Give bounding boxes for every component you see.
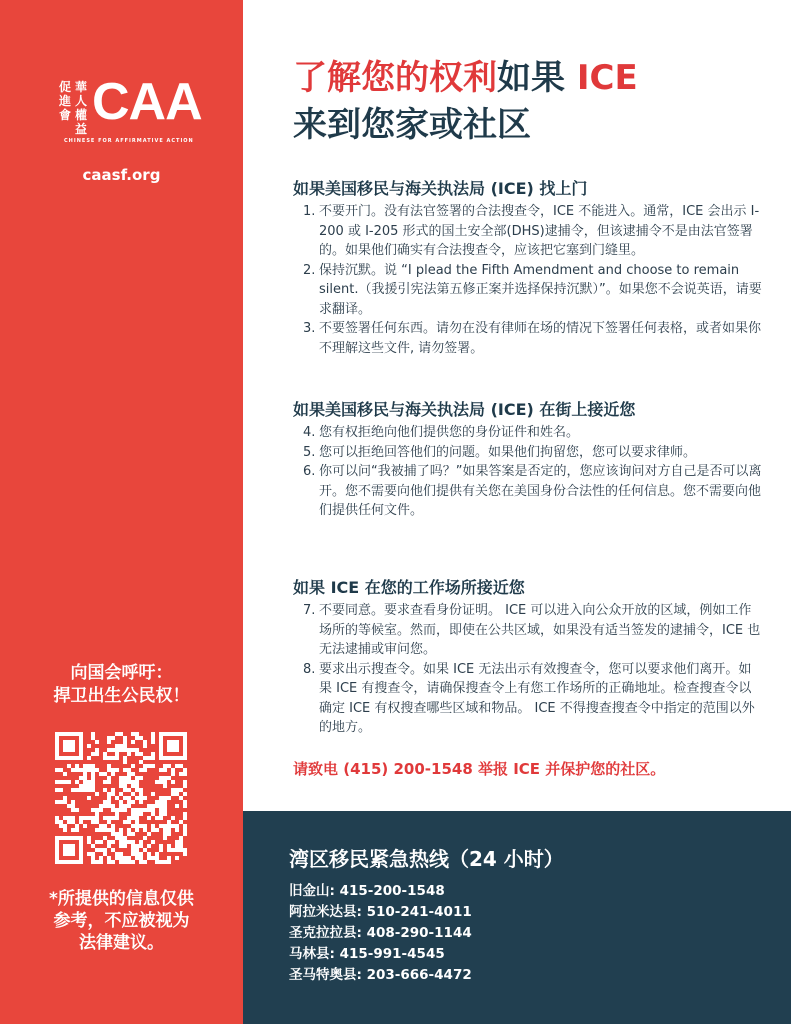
list-item: [293, 261, 763, 320]
item-number: 4.: [303, 425, 316, 440]
section-heading: 如果 ICE 在您的工作场所接近您: [293, 578, 525, 597]
item-text: 你可以问“我被捕了吗？”如果答案是否定的，您应该询问对方自己是否可以离开。您不需要向他们提供有关您在美国身份合法性的任何信息。您不需要向他们提供任何文件。: [319, 464, 762, 518]
call-line-2: 捍卫出生公民权！: [53, 686, 190, 706]
report-line: 请致电 (415) 200-1548 举报 ICE 并保护您的社区。: [293, 760, 666, 778]
list-item: [293, 660, 763, 738]
item-number: 3.: [303, 321, 316, 336]
list-item: [293, 202, 763, 261]
disclaimer-line-2: 参考，不应被视为: [53, 911, 190, 931]
title-line-1: [293, 55, 773, 102]
item-text: 不要开门。没有法官签署的合法搜查令，ICE 不能进入。通常，ICE 会出示 I-200 或 I-205 形式的国土安全部(DHS)逮捕令，但该逮捕令不是由法官签署的。如果他们确实有合法搜查令，应该把它塞到门缝里。: [319, 204, 760, 258]
section-heading: 如果美国移民与海关执法局 (ICE) 找上门: [293, 179, 588, 198]
section-at-work: [293, 577, 763, 738]
hotline-heading: 湾区移民紧急热线（24 小时）: [289, 847, 564, 871]
hotline-entry-san-mateo[interactable]: 圣马特奥县: 203-666-4472: [289, 967, 472, 983]
list-item: [293, 443, 763, 463]
page-title: [293, 55, 773, 149]
logo-wordmark: CAA: [92, 73, 202, 131]
list-item: [293, 462, 763, 521]
sidebar: [0, 0, 243, 1024]
hotline-entry-alameda[interactable]: 阿拉米达县: 510-241-4011: [289, 904, 472, 920]
call-to-action: [0, 662, 243, 708]
item-text: 要求出示搜查令。如果 ICE 无法出示有效搜查令，您可以要求他们离开。如果 ICE 有搜查令，请确保搜查令上有您工作场所的正确地址。检查搜查令以确定 ICE 有权搜查哪些区域和物品。 ICE 不得搜查搜查令中指定的范围以外的地方。: [319, 661, 755, 735]
disclaimer: [0, 888, 243, 954]
item-number: 1.: [303, 204, 316, 219]
qr-code-icon[interactable]: [55, 732, 187, 864]
item-number: 2.: [303, 262, 316, 278]
title-ice: ICE: [576, 58, 638, 98]
caa-logo[interactable]: [58, 73, 202, 148]
item-number: 7.: [303, 603, 316, 618]
title-line-2: 来到您家或社区: [293, 105, 531, 145]
item-text: 不要同意。要求查看身份证明。 ICE 可以进入向公众开放的区域，例如工作场所的等候室。然而，即使在公共区域，如果没有适当签发的逮捕令，ICE 也无法逮捕或审问您。: [319, 603, 761, 657]
section-on-street: [293, 399, 763, 521]
logo-tagline: CHINESE FOR AFFIRMATIVE ACTION: [64, 138, 194, 144]
call-line-1: 向国会呼吁：: [70, 663, 173, 683]
item-text: 您可以拒绝回答他们的问题。如果他们拘留您，您可以要求律师。: [319, 444, 697, 460]
hotline-list: [289, 881, 472, 986]
website-link[interactable]: caasf.org: [82, 166, 161, 184]
hotline-panel: [243, 811, 791, 1024]
disclaimer-line-1: *所提供的信息仅供: [49, 889, 194, 909]
hotline-entry-sf[interactable]: 旧金山: 415-200-1548: [289, 883, 445, 899]
item-text: 保持沉默。说 “I plead the Fifth Amendment and choose to remain silent.（我援引宪法第五修正案并选择保持沉默）”。如果您不会说英语，请要求翻译。: [319, 262, 762, 317]
logo-cjk-left: 促進會: [58, 80, 71, 122]
section-at-home: [293, 178, 763, 358]
item-number: 6.: [303, 464, 316, 479]
title-red-part: 了解您的权利: [293, 58, 497, 98]
logo-cjk-right: 華人權益: [74, 80, 87, 136]
hotline-entry-marin[interactable]: 马林县: 415-991-4545: [289, 946, 445, 962]
title-dark-part: 如果: [497, 58, 565, 98]
item-text: 不要签署任何东西。请勿在没有律师在场的情况下签署任何表格，或者如果你不理解这些文件, 请勿签署。: [319, 321, 762, 356]
list-item: [293, 423, 763, 443]
item-text: 您有权拒绝向他们提供您的身份证件和姓名。: [319, 425, 580, 440]
hotline-entry-santa-clara[interactable]: 圣克拉拉县: 408-290-1144: [289, 925, 472, 941]
item-number: 8.: [303, 661, 316, 677]
list-item: [293, 319, 763, 358]
list-item: [293, 601, 763, 660]
item-number: 5.: [303, 444, 316, 460]
section-heading: 如果美国移民与海关执法局 (ICE) 在街上接近您: [293, 400, 636, 419]
disclaimer-line-3: 法律建议。: [79, 933, 164, 953]
